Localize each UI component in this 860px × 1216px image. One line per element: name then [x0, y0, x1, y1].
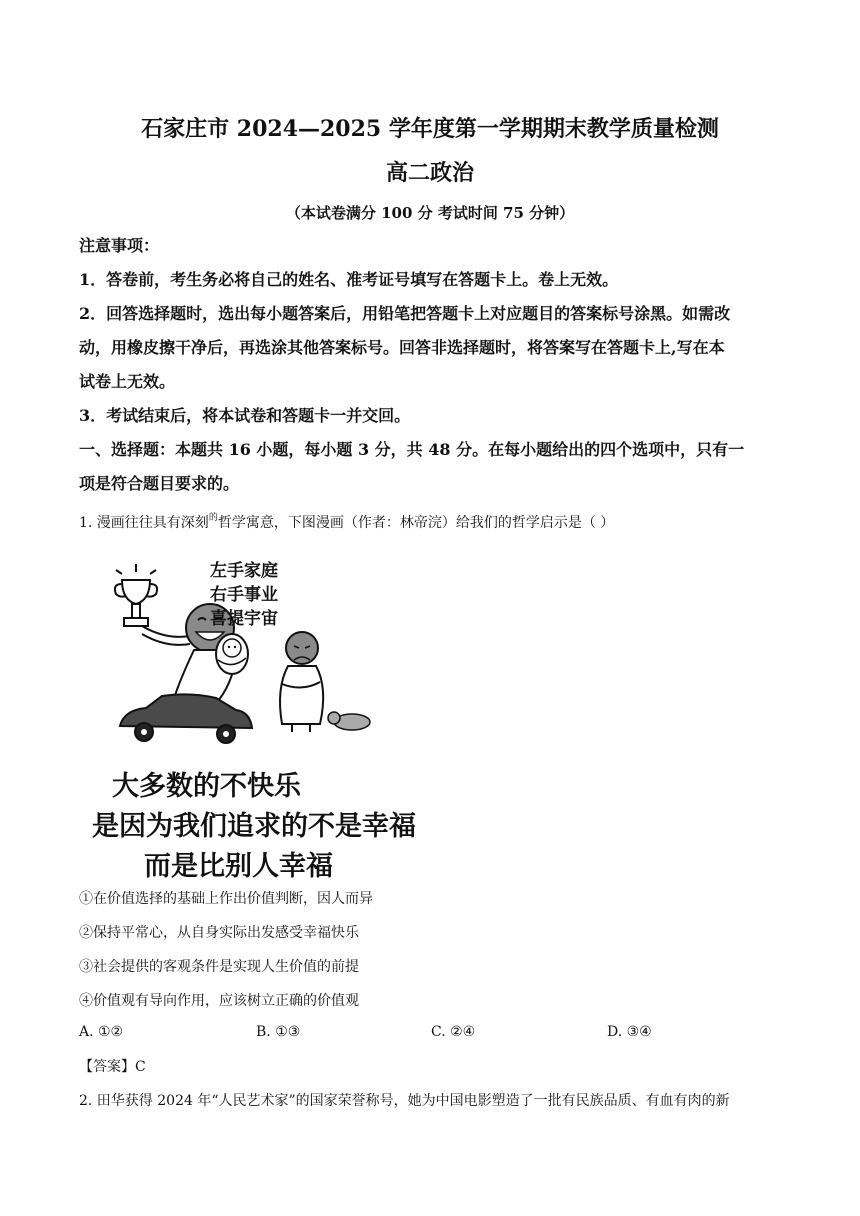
question-1-stem-sup: 的: [208, 513, 218, 523]
exam-info: （本试卷满分 100 分 考试时间 75 分钟）: [285, 204, 575, 222]
notice-item-2-line-3: 试卷上无效。: [79, 372, 176, 391]
car-figure: [120, 694, 252, 743]
dog-figure: [328, 712, 370, 730]
question-1-stem-after: 哲学寓意，下图漫画（作者：林帝浣）给我们的哲学启示是（ ）: [217, 515, 615, 531]
exam-subject: 高二政治: [385, 160, 474, 186]
sad-man-figure: [280, 632, 323, 732]
notice-item-2-line-2: 动，用橡皮擦干净后，再选涂其他答案标号。回答非选择题时，将答案写在答题卡上,写在本: [79, 338, 725, 357]
section-1-line-1: 一、选择题：本题共 16 小题，每小题 3 分，共 48 分。在每小题给出的四个选项中，只有一: [79, 440, 745, 459]
baby-figure: [216, 634, 248, 674]
question-1-stem: [79, 514, 791, 534]
option-c: C. ②④: [431, 1024, 476, 1040]
statement-3: ③社会提供的客观条件是实现人生价值的前提: [79, 959, 359, 975]
statement-2: ②保持平常心，从自身实际出发感受幸福快乐: [79, 925, 359, 941]
option-b: B. ①③: [256, 1024, 301, 1040]
notice-item-2-line-1: 2．回答选择题时，选出每小题答案后，用铅笔把答题卡上对应题目的答案标号涂黑。如需改: [79, 304, 731, 323]
statement-4: ④价值观有导向作用，应该树立正确的价值观: [79, 993, 359, 1009]
question-1-answer: 【答案】C: [79, 1059, 146, 1075]
trophy-icon: [115, 564, 157, 626]
exam-title: 石家庄市 2024—2025 学年度第一学期期末教学质量检测: [141, 116, 719, 142]
question-2-stem: 2. 田华获得 2024 年“人民艺术家”的国家荣誉称号，她为中国电影塑造了一批有民族品质、有血有肉的新: [79, 1093, 730, 1109]
notice-heading: 注意事项：: [79, 236, 160, 255]
notice-item-3: 3．考试结束后，将本试卷和答题卡一并交回。: [79, 406, 411, 425]
question-1-stem-before: 1. 漫画往往具有深刻: [79, 515, 209, 531]
cartoon-text-2: 右手事业: [210, 585, 278, 605]
cartoon-text-3: 喜提宇宙: [210, 609, 278, 629]
cartoon-caption-3: 而是比别人幸福: [144, 851, 333, 882]
notice-item-1: 1．答卷前，考生务必将自己的姓名、准考证号填写在答题卡上。卷上无效。: [79, 270, 619, 289]
statement-1: ①在价值选择的基础上作出价值判断，因人而异: [79, 891, 373, 907]
cartoon-text-1: 左手家庭: [210, 561, 278, 581]
option-a: A. ①②: [79, 1024, 124, 1040]
option-d: D. ③④: [607, 1024, 652, 1040]
cartoon-caption-1: 大多数的不快乐: [112, 771, 301, 802]
section-1-line-2: 项是符合题目要求的。: [79, 474, 240, 493]
cartoon-caption-2: 是因为我们追求的不是幸福: [92, 811, 416, 842]
